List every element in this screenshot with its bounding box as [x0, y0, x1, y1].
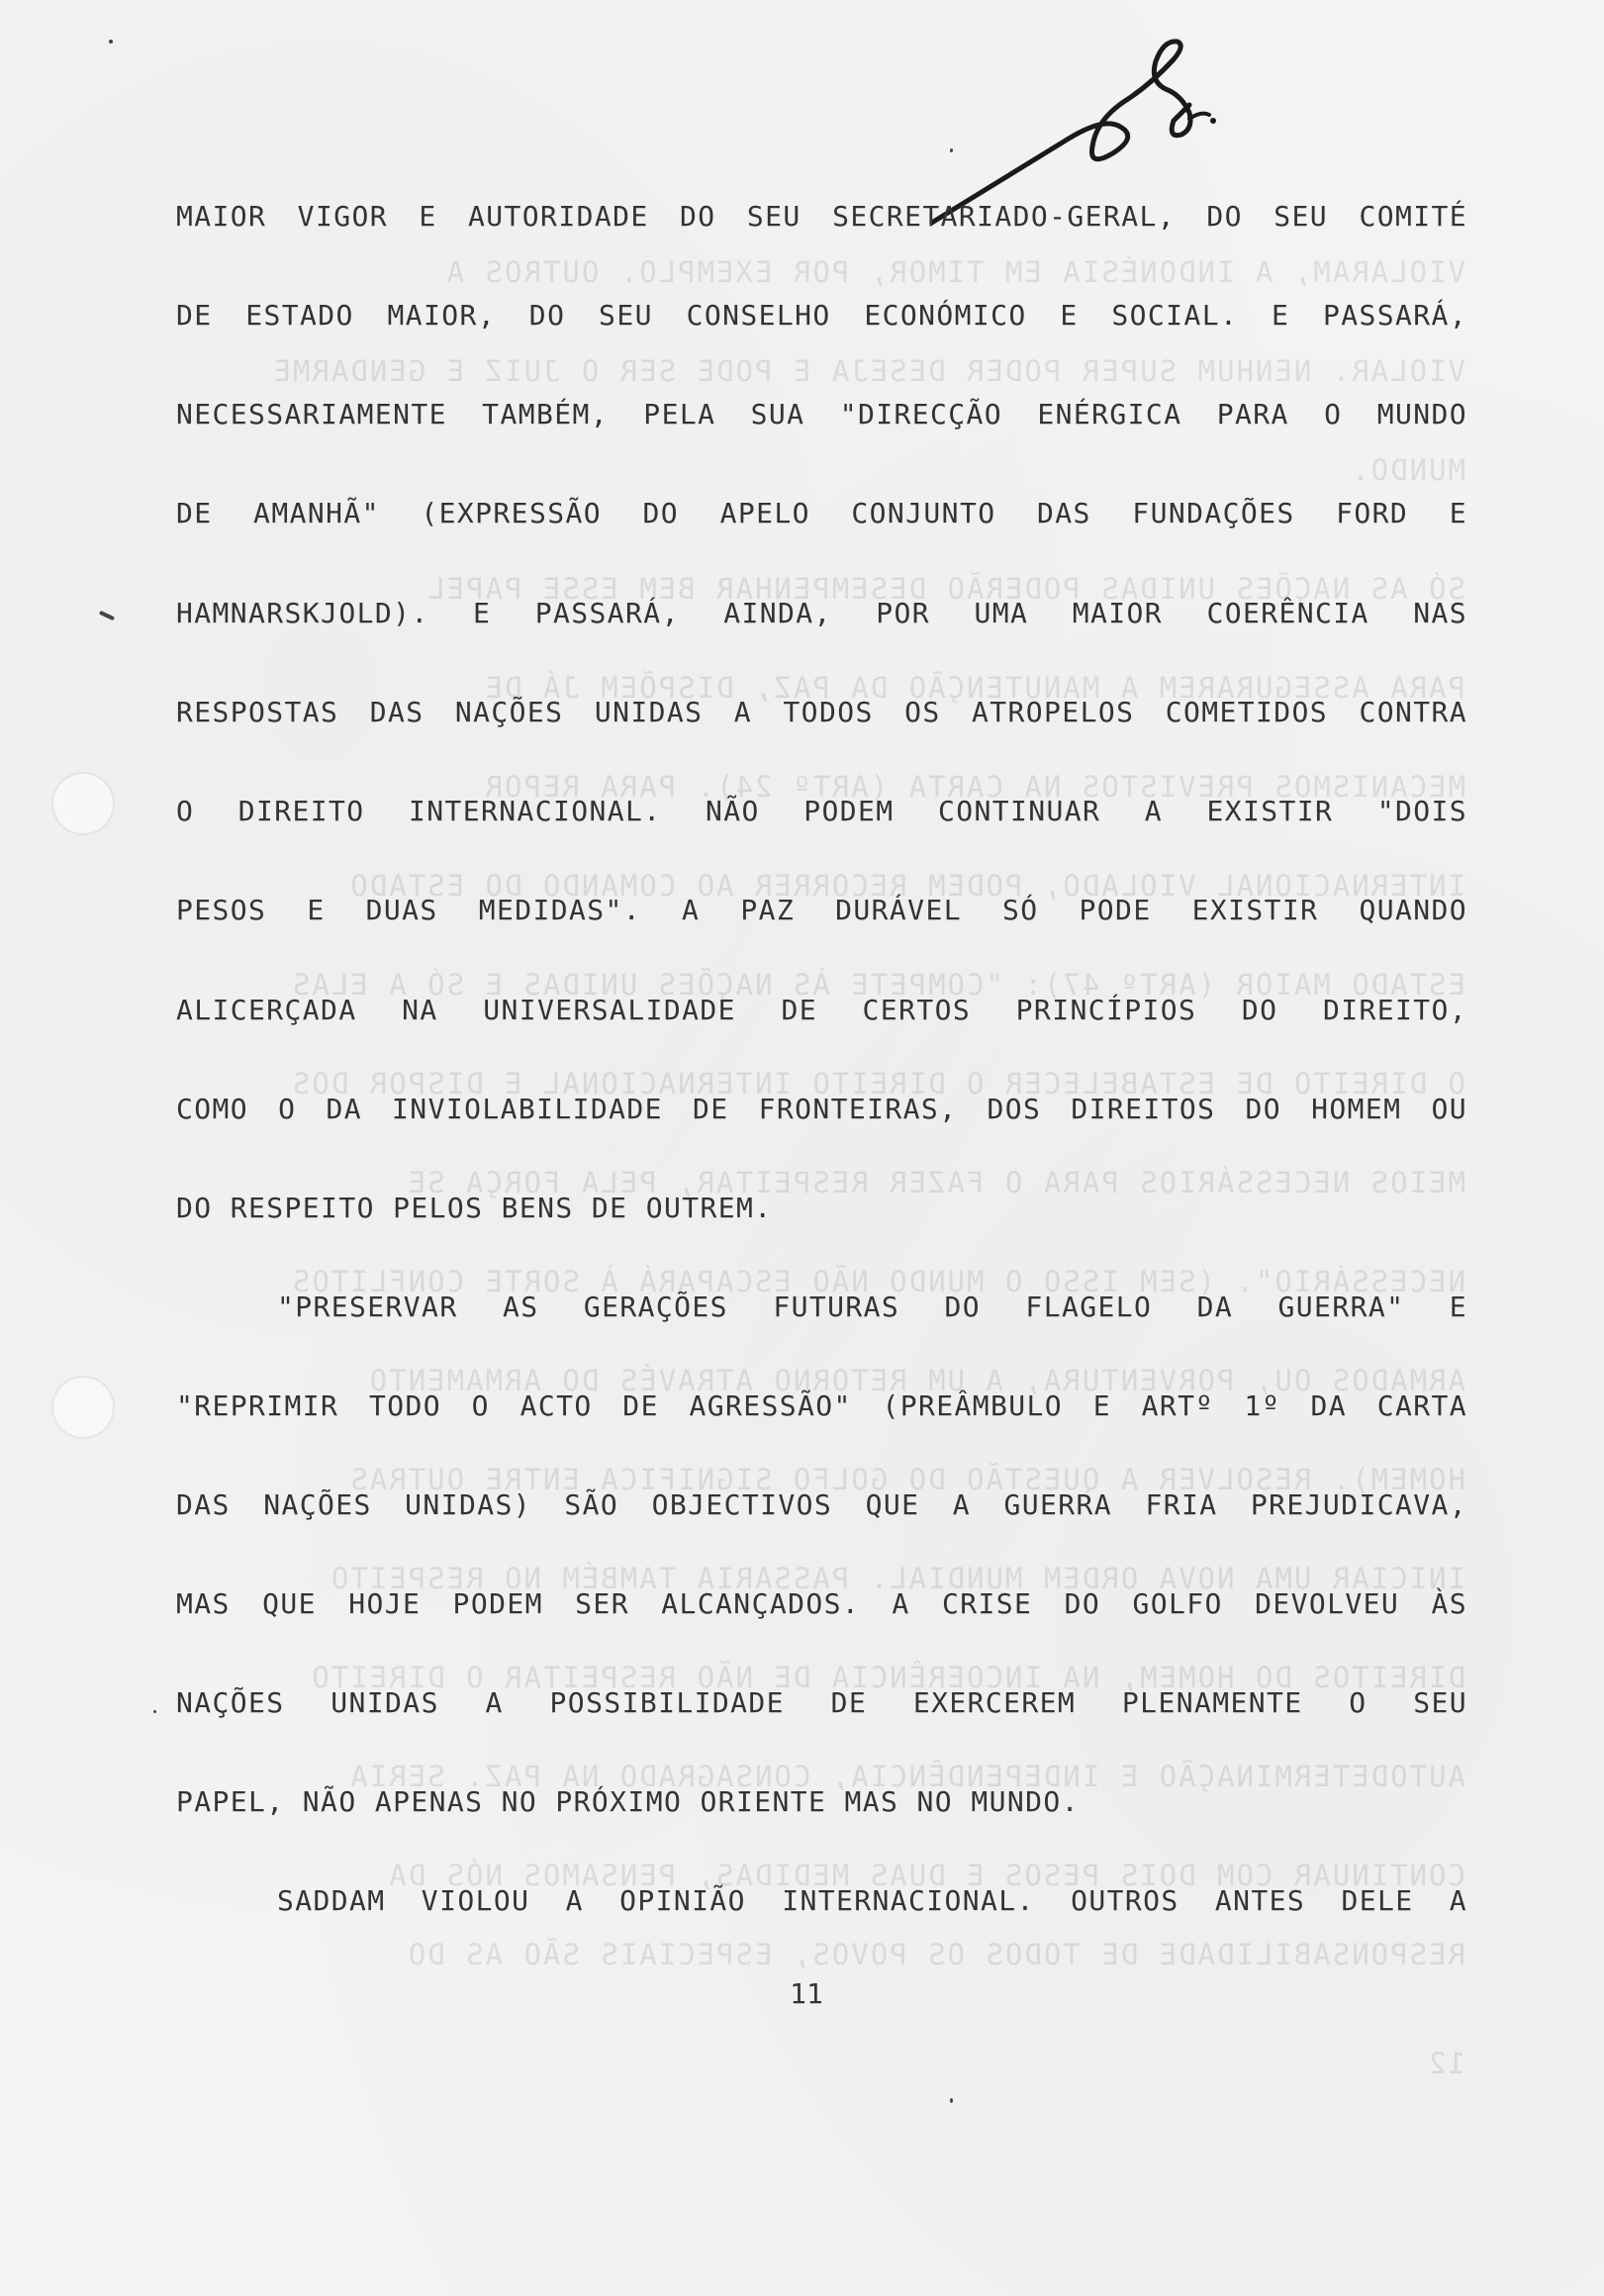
punch-hole-bottom: [51, 1376, 115, 1439]
text-line: RESPOSTAS DAS NAÇÕES UNIDAS A TODOS OS ATROPELOS COMETIDOS CONTRA: [176, 696, 1467, 728]
text-line: NECESSARIAMENTE TAMBÉM, PELA SUA "DIRECÇÃO ENÉRGICA PARA O MUNDO: [176, 398, 1467, 430]
text-line: MAIOR VIGOR E AUTORIDADE DO SEU SECRETARIADO-GERAL, DO SEU COMITÉ: [176, 200, 1467, 233]
text-line: DO RESPEITO PELOS BENS DE OUTREM.: [176, 1192, 773, 1224]
ink-speck: [99, 611, 115, 621]
text-line: NAÇÕES UNIDAS A POSSIBILIDADE DE EXERCEREM PLENAMENTE O SEU: [176, 1686, 1467, 1719]
text-line: PAPEL, NÃO APENAS NO PRÓXIMO ORIENTE MAS NO MUNDO.: [176, 1785, 1080, 1818]
ink-speck: [109, 40, 113, 44]
text-line: DE AMANHÃ" (EXPRESSÃO DO APELO CONJUNTO DAS FUNDAÇÕES FORD E: [176, 497, 1467, 529]
text-line: "REPRIMIR TODO O ACTO DE AGRESSÃO" (PREÂMBULO E ARTº 1º DA CARTA: [176, 1389, 1467, 1422]
ink-speck: [153, 1710, 156, 1713]
text-line: DAS NAÇÕES UNIDAS) SÃO OBJECTIVOS QUE A GUERRA FRIA PREJUDICAVA,: [176, 1488, 1467, 1521]
text-line: "PRESERVAR AS GERAÇÕES FUTURAS DO FLAGELO DA GUERRA" E: [277, 1291, 1467, 1323]
bleed-through-texture: VIOLARAM, A INDONÉSIA EM TIMOR, POR EXEMPLO. OUTROS A VIOLAR. NENHUM SUPER PODER DESEJA E PODE SER O JUIZ E GENDARME MUNDO. SÓ AS NAÇÕES UNIDAS PODERÃO DESEMPENHAR BEM ESSE PAPEL PARA ASSEGURAREM A MANUTENÇÃO DA PAZ, DISPÕEM JÁ DE MECANISMOS PREVISTOS NA CARTA (ARTº 24). PARA REPOR INTERNACIONAL VIOLADO, PODEM RECORRER AO COMANDO DO ESTADO ESTADO MAIOR (ARTº 47): "COMPETE ÀS NAÇÕES UNIDAS E SÓ A ELAS O DIREITO DE ESTABELECER O DIREITO INTERNACIONAL E DISPOR DOS MEIOS NECESSÁRIOS PARA O FAZER RESPEITAR, PELA FORÇA SE NECESSÁRIO". (SEM ISSO O MUNDO NÃO ESCAPARÁ À SORTE CONFLITOS ARMADOS OU, PORVENTURA, A UM RETORNO ATRAVÉS DO ARMAMENTO HOMEM). RESOLVER A QUESTÃO DO GOLFO SIGNIFICA ENTRE OUTRAS INICIAR UMA NOVA ORDEM MUNDIAL. PASSARIA TAMBÉM NO RESPEITO DIREITOS DO HOMEM, NA INCOERÊNCIA DE NÃO RESPEITAR O DIREITO AUTODETERMINAÇÃO E INDEPENDÊNCIA, CONSAGRADO NA PAZ. SERIA CONTINUAR COM DOIS PESOS E DUAS MEDIDAS, PENSAMOS NÓS DA RESPONSABILIDADE DE TODOS OS POVOS, ESPECIAIS SÃO AS DO 12: [271, 255, 1465, 2080]
text-line: HAMNARSKJOLD). E PASSARÁ, AINDA, POR UMA MAIOR COERÊNCIA NAS: [176, 597, 1467, 629]
punch-hole-top: [51, 772, 115, 835]
text-line: COMO O DA INVIOLABILIDADE DE FRONTEIRAS, DOS DIREITOS DO HOMEM OU: [176, 1093, 1467, 1125]
text-line: PESOS E DUAS MEDIDAS". A PAZ DURÁVEL SÓ PODE EXISTIR QUANDO: [176, 894, 1467, 926]
text-line: MAS QUE HOJE PODEM SER ALCANÇADOS. A CRISE DO GOLFO DEVOLVEU ÀS: [176, 1587, 1467, 1620]
text-line: O DIREITO INTERNACIONAL. NÃO PODEM CONTINUAR A EXISTIR "DOIS: [176, 795, 1467, 827]
ink-speck: [950, 2098, 953, 2103]
page-number: 11: [790, 1977, 823, 2010]
text-line: DE ESTADO MAIOR, DO SEU CONSELHO ECONÓMICO E SOCIAL. E PASSARÁ,: [176, 299, 1467, 332]
text-line: SADDAM VIOLOU A OPINIÃO INTERNACIONAL. OUTROS ANTES DELE A: [277, 1884, 1467, 1917]
text-line: ALICERÇADA NA UNIVERSALIDADE DE CERTOS PRINCÍPIOS DO DIREITO,: [176, 994, 1467, 1026]
